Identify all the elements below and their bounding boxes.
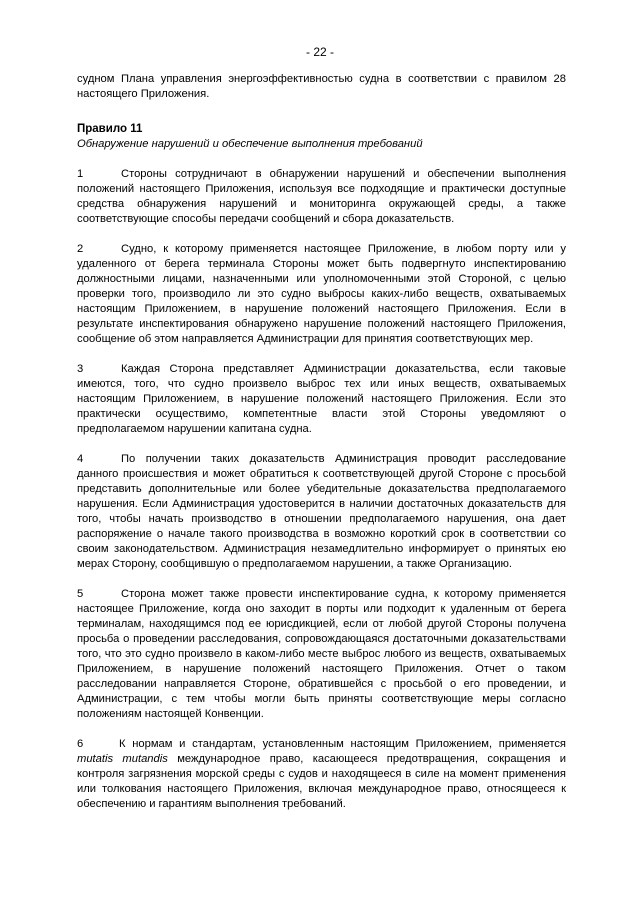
paragraph-text-after: международное право, касающееся предотвращения, сокращения и контроля загрязнения морской среды с судов и находящееся в силе на момент применения или толкования настоящего Приложения, включая международное право, относящееся к обеспечению и гарантиям выполнения требований. <box>77 753 567 810</box>
paragraph-text: Сторона может также провести инспектирование судна, к которому применяется настоящее Приложение, когда оно заходит в порты или подходит к удаленным от берега терминалам, находящимся под ее юрисдикцией, если от любой другой Стороны получена просьба о проведении расследования, сопровождающаяся достаточными доказательствами того, что это судно произвело в каком-либо месте выброс любого из веществ, охватываемых Приложением, в нарушение положений настоящего Приложения. Отчет о таком расследовании направляется Стороне, обратившейся с просьбой о его проведении, и Администрации, с тем чтобы могли быть приняты соответствующие меры согласно положениям настоящей Конвенции. <box>77 588 566 720</box>
paragraph-1 <box>77 167 566 227</box>
rule-title: Правило 11 <box>77 123 143 135</box>
paragraph-number: 2 <box>77 243 84 255</box>
paragraph-number: 1 <box>77 168 84 180</box>
paragraph-number: 3 <box>77 363 84 375</box>
paragraph-text: Стороны сотрудничают в обнаружении нарушений и обеспечении выполнения положений настоящего Приложения, используя все подходящие и практически доступные средства обнаружения нарушений и мониторинга окружающей среды, а также соответствующие способы передачи сообщений и сбора доказательств. <box>77 168 566 225</box>
paragraph-2 <box>77 242 566 347</box>
paragraph-text: Судно, к которому применяется настоящее Приложение, в любом порту или у удаленного от берега терминала Стороны может быть подвергнуто инспектированию должностными лицами, назначенными или уполномоченными этой Стороной, с целью проверки того, производило ли это судно выбросы каких-либо веществ, охватываемых настоящим Приложением, в нарушение положений настоящего Приложения. Если в результате инспектирования обнаружено нарушение положений настоящего Приложения, сообщение об этом направляется Администрации для принятия соответствующих мер. <box>77 243 566 345</box>
latin-phrase: mutatis mutandis <box>77 753 168 765</box>
intro-paragraph: судном Плана управления энергоэффективностью судна в соответствии с правилом 28 настоящего Приложения. <box>77 73 566 100</box>
paragraph-5 <box>77 587 566 722</box>
paragraph-3 <box>77 362 566 437</box>
paragraph-text-before: К нормам и стандартам, установленным настоящим Приложением, применяется <box>119 738 566 750</box>
paragraph-6 <box>77 737 566 812</box>
rule-subtitle: Обнаружение нарушений и обеспечение выполнения требований <box>77 138 423 150</box>
page-content <box>77 72 566 827</box>
paragraph-text: Каждая Сторона представляет Администрации доказательства, если таковые имеются, того, что судно произвело выброс тех или иных веществ, охватываемых настоящим Приложением, в нарушение положений настоящего Приложения. Если это практически осуществимо, компетентные власти этой Стороны уведомляют о предполагаемом нарушении капитана судна. <box>77 363 566 435</box>
paragraph-number: 6 <box>77 738 84 750</box>
paragraph-4 <box>77 452 566 572</box>
paragraph-number: 5 <box>77 588 84 600</box>
paragraph-number: 4 <box>77 453 84 465</box>
page-number: - 22 - <box>305 45 334 59</box>
paragraph-text: По получении таких доказательств Администрация проводит расследование данного происшествия и может обратиться к соответствующей другой Стороне с просьбой представить дополнительные или более убедительные доказательства предполагаемого нарушения. Если Администрация удостоверится в наличии достаточных доказательств для того, чтобы начать производство в отношении предполагаемого нарушения, она дает распоряжение о начале такого производства в возможно короткий срок в соответствии со своим законодательством. Администрация незамедлительно информирует о принятых ею мерах Сторону, сообщившую о предполагаемом нарушении, а также Организацию. <box>77 453 566 570</box>
